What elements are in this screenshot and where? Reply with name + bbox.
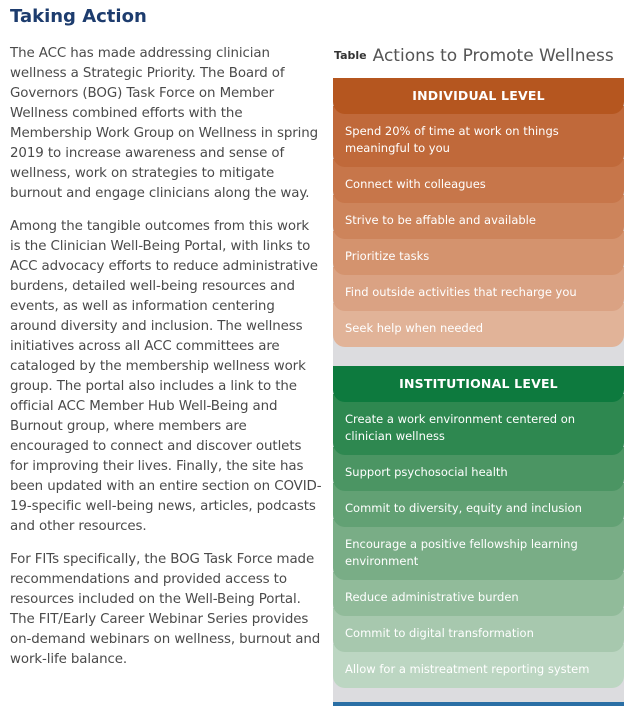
table-row: Commit to digital transformation	[333, 608, 624, 652]
table-row: Strive to be affable and available	[333, 195, 624, 239]
table-row: Allow for a mistreatment reporting system	[333, 644, 624, 688]
table-row: Seek help when needed	[333, 303, 624, 347]
table-row: Prioritize tasks	[333, 231, 624, 275]
table-caption	[334, 46, 634, 66]
section-header: INDIVIDUAL LEVEL	[333, 78, 624, 114]
wellness-table	[333, 78, 624, 706]
table-row: Connect with colleagues	[333, 159, 624, 203]
section-header: INSTITUTIONAL LEVEL	[333, 366, 624, 402]
table-row: Support psychosocial health	[333, 447, 624, 491]
article-body	[10, 44, 322, 683]
section-individual-level	[333, 78, 624, 347]
article-heading: Taking Action	[10, 6, 147, 27]
table-label: Table	[334, 49, 367, 62]
table-row: Commit to diversity, equity and inclusion	[333, 483, 624, 527]
table-row: Find outside activities that recharge you	[333, 267, 624, 311]
section-institutional-level	[333, 366, 624, 688]
table-row: Create a work environment centered on clinician wellness	[333, 394, 624, 455]
table-row: Spend 20% of time at work on things meaningful to you	[333, 106, 624, 167]
paragraph-2: Among the tangible outcomes from this work is the Clinician Well-Being Portal, with links to ACC advocacy efforts to reduce administrative burdens, detailed well-being resources and events, as well as information centering around diversity and inclusion. The wellness initiatives across all ACC committees are cataloged by the membership wellness work group. The portal also includes a link to the official ACC Member Hub Well-Being and Burnout group, where members are encouraged to connect and discover outlets for improving their lives. Finally, the site has been updated with an entire section on COVID-19-specific well-being news, articles, podcasts and other resources.	[10, 219, 322, 534]
table-title: Actions to Promote Wellness	[372, 46, 614, 66]
bottom-rule	[333, 702, 624, 706]
paragraph-1: The ACC has made addressing clinician wellness a Strategic Priority. The Board of Governors (BOG) Task Force on Member Wellness combined efforts with the Membership Work Group on Wellness in spring 2019 to increase awareness and sense of wellness, work on strategies to mitigate burnout and engage clinicians along the way.	[10, 46, 319, 201]
table-row: Encourage a positive fellowship learning environment	[333, 519, 624, 580]
paragraph-3: For FITs specifically, the BOG Task Force made recommendations and provided access to resources included on the Well-Being Portal. The FIT/Early Career Webinar Series provides on-demand webinars on wellness, burnout and work-life balance.	[10, 552, 321, 667]
table-row: Reduce administrative burden	[333, 572, 624, 616]
